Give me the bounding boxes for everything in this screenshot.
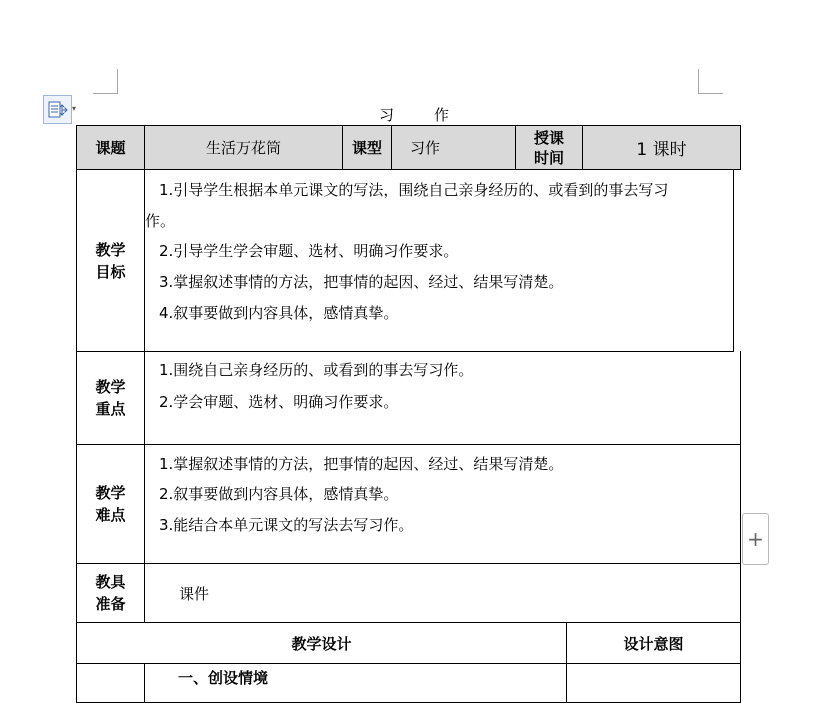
difficulty-label-line: 教学 <box>95 484 126 502</box>
title-char: 作 <box>434 106 450 124</box>
design-header-cell <box>76 622 567 664</box>
page-corner-mark <box>698 93 723 94</box>
prep-label-line: 准备 <box>95 595 126 613</box>
difficulty-label-line: 难点 <box>95 506 126 524</box>
focus-item-2: 2.学会审题、选材、明确习作要求。 <box>159 393 399 411</box>
difficulty-item-3: 3.能结合本单元课文的写法去写习作。 <box>159 516 414 534</box>
intent-header: 设计意图 <box>623 634 684 653</box>
chevron-down-icon[interactable]: ▾ <box>72 104 77 113</box>
plus-icon: + <box>747 527 764 551</box>
difficulty-item-1: 1.掌握叙述事情的方法，把事情的起因、经过、结果写清楚。 <box>159 455 564 473</box>
table-move-icon <box>48 100 68 120</box>
design-header: 教学设计 <box>291 634 352 653</box>
difficulty-item-2: 2.叙事要做到内容具体，感情真挚。 <box>159 485 399 503</box>
page-corner-mark <box>698 69 699 94</box>
goals-label-line: 目标 <box>95 262 126 281</box>
type-value-cell[interactable] <box>391 125 516 170</box>
topic-label: 课题 <box>95 139 126 157</box>
goal-item-3: 3.掌握叙述事情的方法，把事情的起因、经过、结果写清楚。 <box>159 273 564 291</box>
page-corner-mark <box>93 93 118 94</box>
hours-label-cell <box>515 125 583 170</box>
prep-label-cell <box>76 563 145 623</box>
prep-label-line: 教具 <box>95 573 126 591</box>
focus-label-line: 重点 <box>95 400 126 418</box>
add-column-button[interactable] <box>742 513 769 565</box>
topic-value: 生活万花筒 <box>205 139 281 157</box>
topic-value-cell[interactable] <box>144 125 343 170</box>
document-title <box>379 104 449 125</box>
goal-item-2: 2.引导学生学会审题、选材、明确习作要求。 <box>159 242 459 260</box>
focus-item-1: 1.围绕自己亲身经历的、或看到的事去写习作。 <box>159 361 474 379</box>
hours-value: 1 课时 <box>636 140 687 160</box>
goal-item-4: 4.叙事要做到内容具体，感情真挚。 <box>159 304 399 322</box>
intent-header-cell <box>566 622 741 664</box>
goal-item-1-cont: 作。 <box>145 212 176 230</box>
title-char: 习 <box>379 106 395 124</box>
type-value: 习作 <box>410 139 441 157</box>
goals-label-cell <box>76 169 145 352</box>
prep-content-cell[interactable] <box>144 563 741 623</box>
hours-value-cell[interactable] <box>582 125 741 170</box>
type-label-cell <box>342 125 392 170</box>
table-move-handle[interactable] <box>43 95 72 124</box>
hours-label-line: 授课 <box>533 128 564 147</box>
hours-label-line: 时间 <box>533 148 564 167</box>
goals-label-line: 教学 <box>95 240 126 259</box>
design-section-1: 一、创设情境 <box>178 669 269 687</box>
focus-label-line: 教学 <box>95 378 126 396</box>
page-corner-mark <box>117 69 118 94</box>
design-left-cell <box>76 663 145 703</box>
intent-content-cell[interactable] <box>566 663 741 703</box>
topic-label-cell <box>76 125 145 170</box>
focus-label-cell <box>76 351 145 445</box>
difficulty-label-cell <box>76 444 145 564</box>
type-label: 课型 <box>351 139 382 157</box>
goal-item-1: 1.引导学生根据本单元课文的写法，围绕自己亲身经历的、或看到的事去写习 <box>159 181 669 199</box>
prep-value: 课件 <box>179 584 210 603</box>
